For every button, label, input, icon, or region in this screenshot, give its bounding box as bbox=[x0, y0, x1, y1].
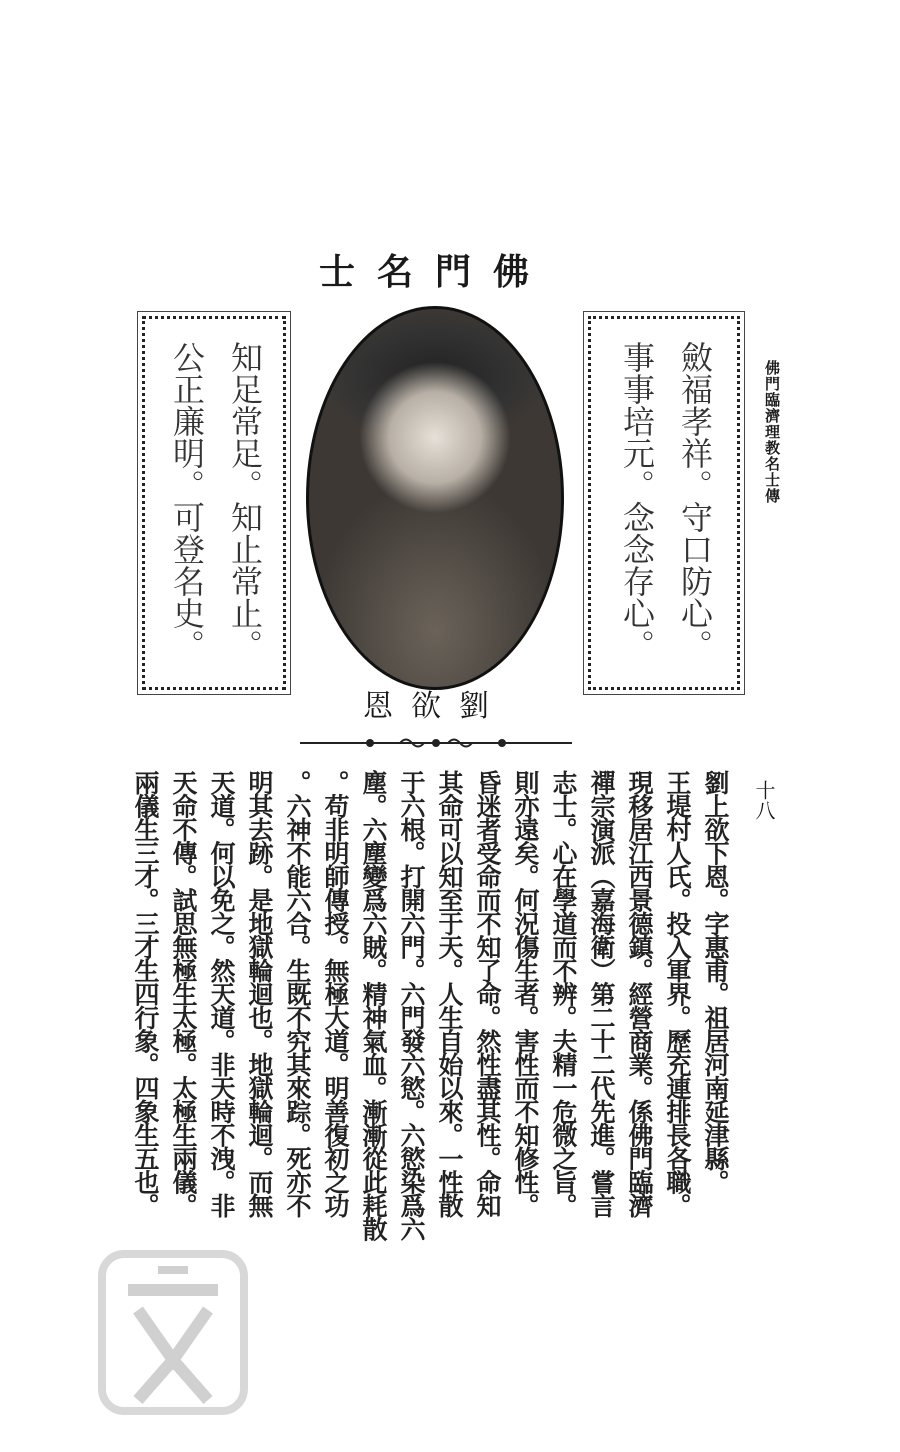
text-column: 于六根。打開六門。六門發六慾。六慾染爲六 bbox=[397, 770, 426, 1240]
watermark-logo bbox=[98, 1250, 248, 1415]
text-column: 天命不傳。試思無極生太極。太極生兩儀。 bbox=[169, 770, 198, 1217]
text-column: 劉上欲下恩。字惠甫。祖居河南延津縣。 bbox=[701, 770, 730, 1193]
text-column: 其命可以知至于天。人生自始以來。一性散 bbox=[435, 770, 464, 1217]
couplet-line: 知足常足。知止常止。 bbox=[226, 341, 264, 661]
text-column: 明其去跡。是地獄輪迴也。地獄輪迴。而無 bbox=[245, 770, 274, 1217]
text-column: 塵。六塵變爲六賊。精神氣血。漸漸從此耗散 bbox=[359, 770, 388, 1240]
text-column: 。苟非明師傳授。無極大道。明善復初之功 bbox=[321, 770, 350, 1217]
portrait-photo bbox=[306, 306, 564, 690]
ornament-divider bbox=[300, 736, 572, 750]
text-column: 禪宗演派（嘉海衛）第二十二代先進。嘗言 bbox=[587, 770, 616, 1217]
couplet-frame-left bbox=[142, 316, 286, 690]
page-title: 佛門名士 bbox=[318, 251, 551, 293]
text-column: 現移居江西景德鎮。經營商業。係佛門臨濟 bbox=[625, 770, 654, 1217]
text-column: 兩儀生三才。三才生四行象。四象生五也。 bbox=[131, 770, 160, 1217]
portrait-caption: 劉欲恩 bbox=[363, 689, 507, 724]
text-column: 則亦遠矣。何況傷生者。害性而不知修性。 bbox=[511, 770, 540, 1217]
couplet-line: 斂福孝祥。守口防心。 bbox=[676, 341, 714, 661]
couplet-line: 公正廉明。可登名史。 bbox=[168, 341, 206, 661]
biography-text bbox=[126, 770, 734, 1250]
text-column: 。六神不能六合。生既不究其來踪。死亦不 bbox=[283, 770, 312, 1217]
running-header: 佛門臨濟理教名士傳 bbox=[763, 360, 781, 504]
page-number: 十八 bbox=[752, 780, 776, 820]
text-column: 志士。心在學道而不辨。夫精一危微之旨。 bbox=[549, 770, 578, 1217]
text-column: 王堤村人氏。投入軍界。歷充連排長各職。 bbox=[663, 770, 692, 1217]
text-column: 昏迷者受命而不知了命。然性盡其性。命知 bbox=[473, 770, 502, 1217]
couplet-frame-right bbox=[588, 316, 740, 690]
couplet-line: 事事培元。念念存心。 bbox=[618, 341, 656, 661]
text-column: 天道。何以免之。然天道。非天時不洩。非 bbox=[207, 770, 236, 1217]
